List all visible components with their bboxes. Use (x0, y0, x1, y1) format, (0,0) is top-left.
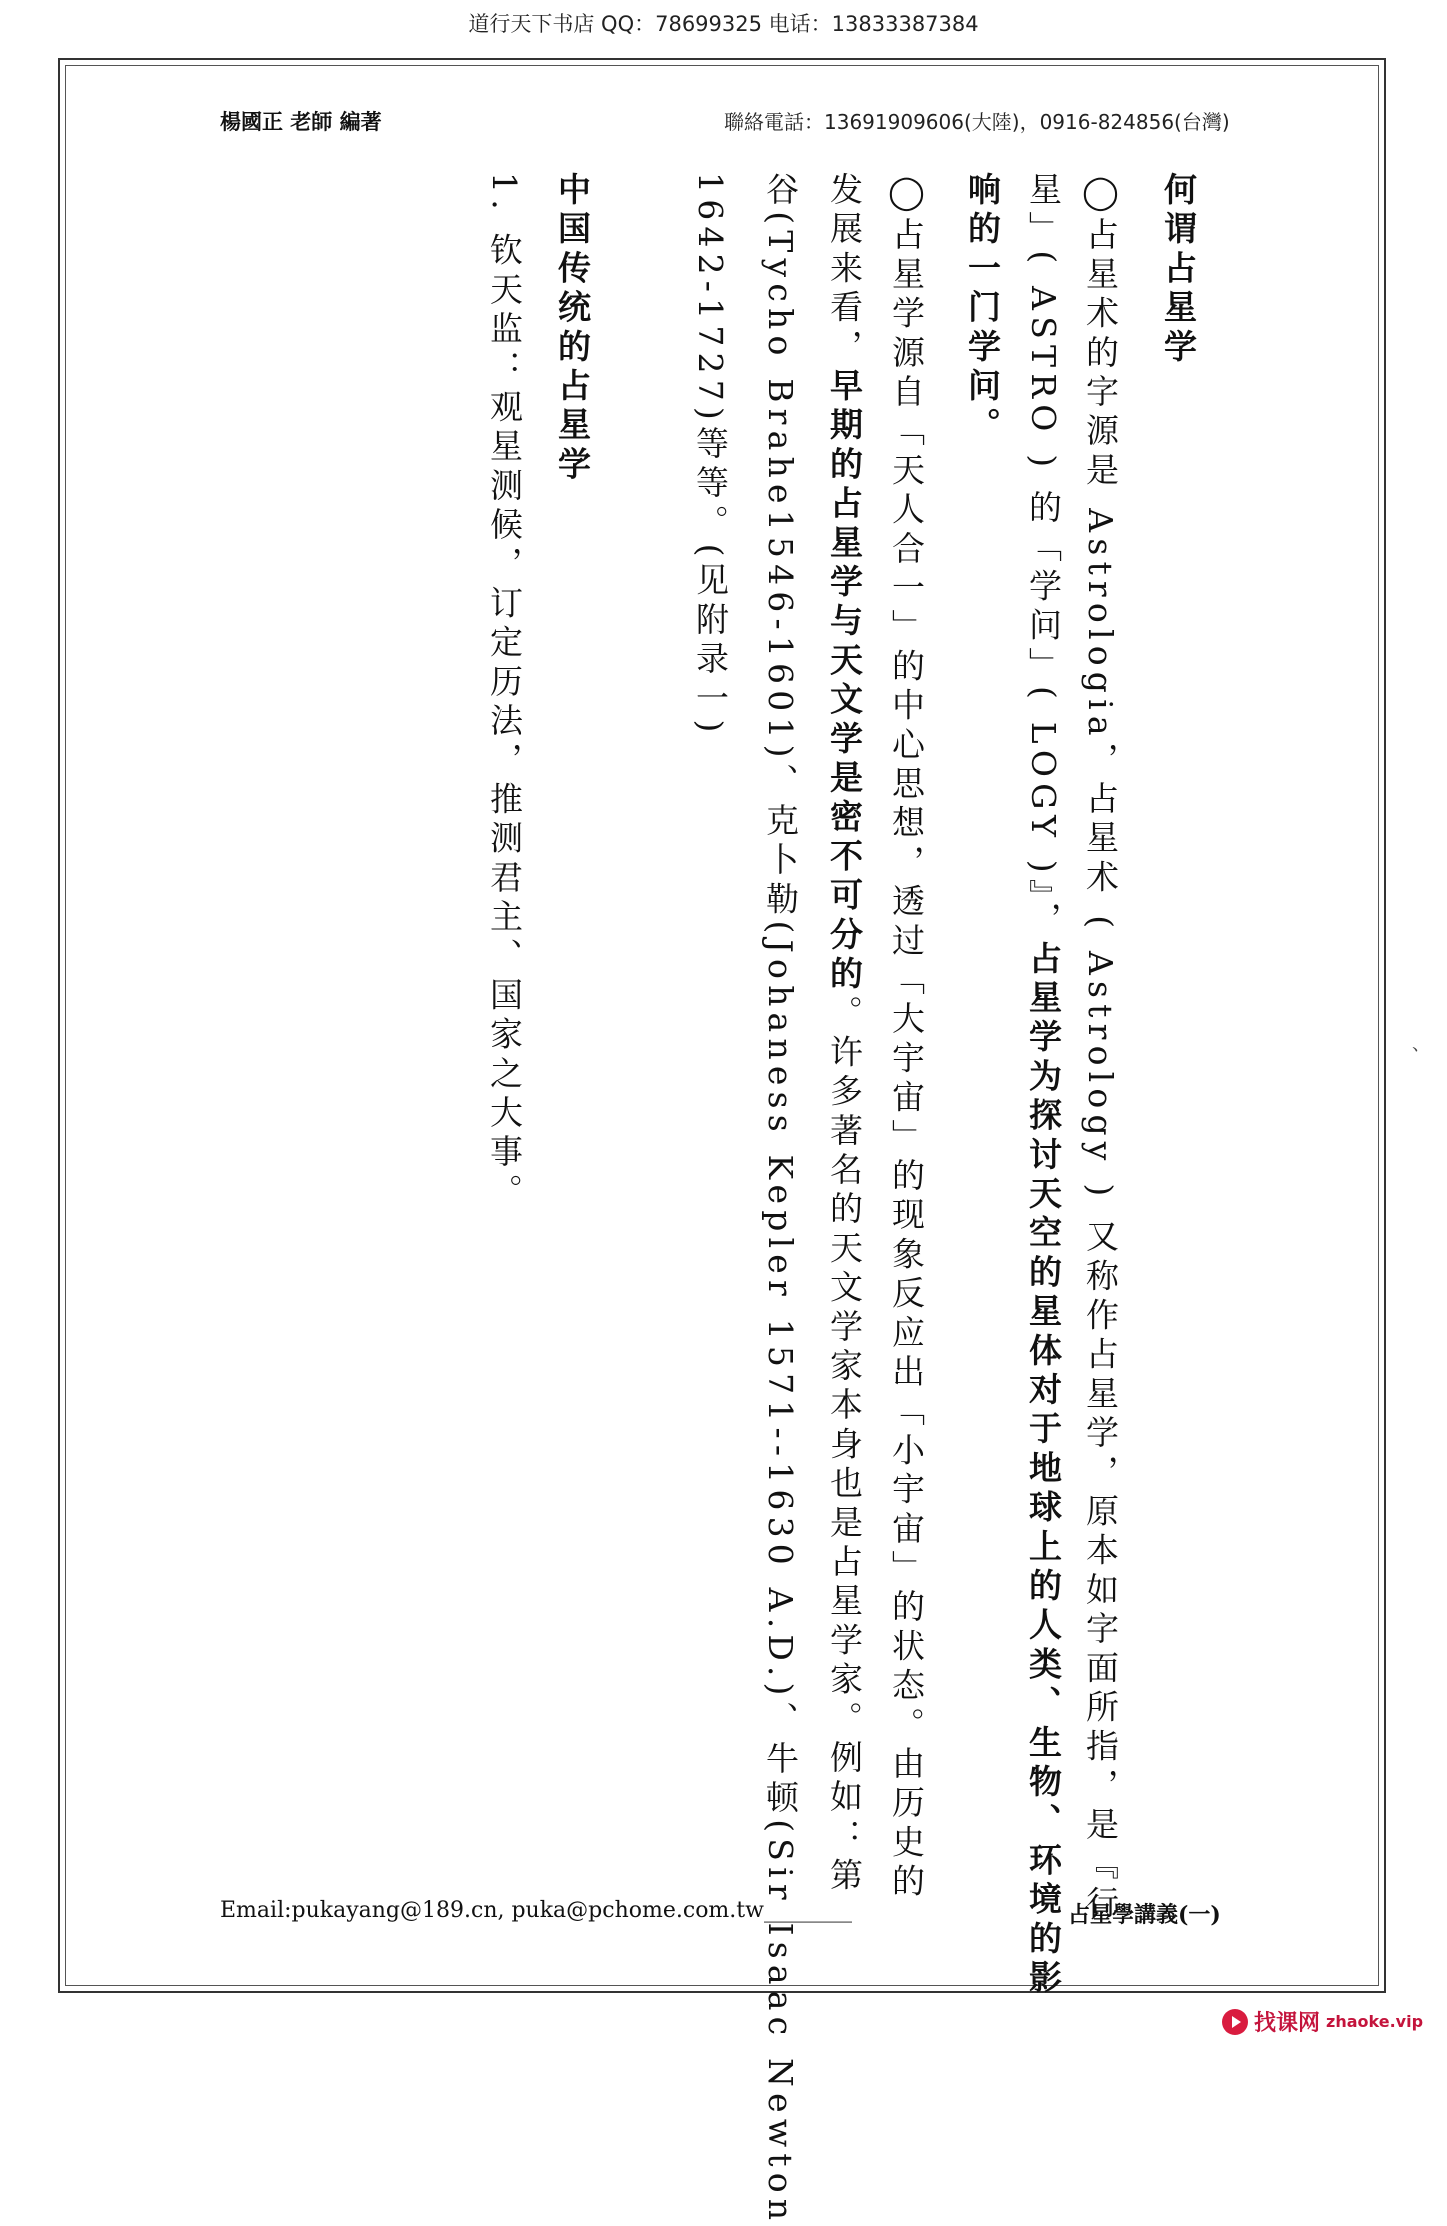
paragraph-1-line-2 (1024, 172, 1063, 2000)
paragraph-1-line-1 (1081, 172, 1120, 1925)
text-run: ◯占星学源自「天人合一」的中心思想，透过「大宇宙」的现象反应出「小宇宙」的状态。由历史的 (887, 172, 926, 1903)
watermark-brand: 找课网 (1254, 2011, 1321, 2036)
stray-mark: 、 (1412, 1034, 1430, 1055)
text-run-bold: 响的一门学问。 (963, 172, 1002, 447)
text-run: 发展来看， (825, 172, 864, 368)
text-run: 1. 钦天监：观星测候，订定历法，推测君主、国家之大事。 (485, 172, 524, 1213)
paragraph-2-line-1 (887, 172, 926, 1903)
heading-text: 何谓占星学 (1159, 172, 1198, 368)
text-run: 星」( ASTRO ) 的「学问」( LOGY )』， (1024, 172, 1063, 941)
paragraph-2-line-2 (825, 172, 864, 1897)
text-run-bold: 占星学为探讨天空的星体对于地球上的人类、生物、环境的影 (1024, 940, 1063, 2000)
watermark-logo (1222, 2006, 1423, 2037)
text-run: ◯占星术的字源是 Astrologia，占星术 ( Astrology ) 又称作占星学，原本如字面所指，是『行 (1081, 172, 1120, 1925)
text-run-bold: 早期的占星学与天文学是密不可分的 (825, 368, 864, 996)
footer-email: Email:pukayang@189.cn, puka@pchome.com.tw________ (220, 1898, 852, 1923)
footer-title: 占星學講義(一) (1068, 1902, 1221, 1928)
text-run: 1642-1727)等等。(见附录一) (691, 172, 730, 739)
text-run: 。许多著名的天文学家本身也是占星学家。例如：第 (825, 995, 864, 1897)
text-run: 谷(Tycho Brahe1546-1601)、克卜勒(Johaness Kepler 1571--1630 A.D.)、牛顿(Sir Isaac Newton (761, 172, 800, 2226)
list-item-1 (485, 172, 524, 1872)
author-header: 楊國正 老師 編著 (220, 109, 382, 134)
paragraph-1-line-3 (963, 172, 1002, 1872)
paragraph-2-line-3 (761, 172, 800, 2226)
contact-header: 聯絡電話：13691909606(大陸)，0916-824856(台灣) (724, 110, 1230, 134)
heading-chinese-traditional-astrology (553, 172, 592, 1872)
play-icon (1222, 2009, 1248, 2035)
watermark-domain: zhaoke.vip (1326, 2012, 1424, 2031)
paragraph-2-line-4 (691, 172, 730, 1872)
heading-what-is-astrology (1159, 172, 1198, 1872)
top-bar-text: 道行天下书店 QQ：78699325 电话：13833387384 (468, 12, 979, 36)
heading-text: 中国传统的占星学 (553, 172, 592, 486)
